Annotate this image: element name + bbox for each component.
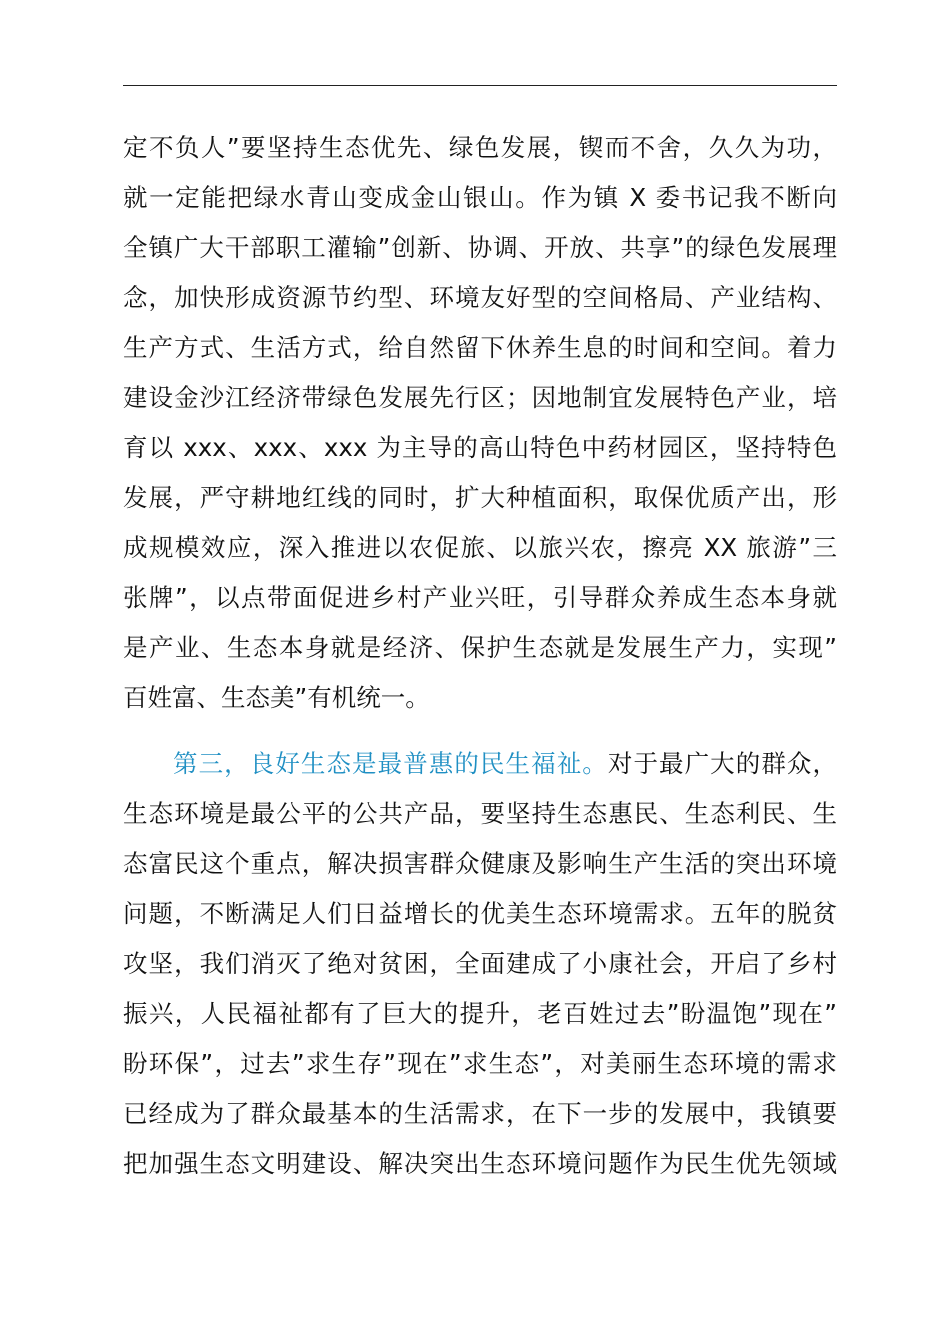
text-line: 生产方式、生活方式，给自然留下休养生息的时间和空间。着力	[123, 333, 837, 362]
paragraph-2	[123, 739, 837, 1189]
text-line: 把加强生态文明建设、解决突出生态环境问题作为民生优先领域	[123, 1149, 837, 1178]
text-line: 念，加快形成资源节约型、环境友好型的空间格局、产业结构、	[123, 283, 837, 312]
text-line: 百姓富、生态美”有机统一。	[123, 683, 430, 712]
header-rule	[123, 85, 837, 86]
text-line: 已经成为了群众最基本的生活需求，在下一步的发展中，我镇要	[123, 1099, 837, 1128]
text-line: 成规模效应，深入推进以农促旅、以旅兴农，擦亮 XX 旅游”三	[123, 533, 837, 562]
paragraph-1	[123, 123, 837, 723]
document-body	[123, 123, 837, 1189]
text-line: 是产业、生态本身就是经济、保护生态就是发展生产力，实现”	[123, 633, 837, 662]
text-line: 发展，严守耕地红线的同时，扩大种植面积，取保优质产出，形	[123, 483, 837, 512]
text-line: 全镇广大干部职工灌输”创新、协调、开放、共享”的绿色发展理	[123, 233, 837, 262]
text-line: 就一定能把绿水青山变成金山银山。作为镇 X 委书记我不断向	[123, 183, 837, 212]
section-heading: 第三，良好生态是最普惠的民生福祉。	[173, 749, 608, 778]
text-line: 振兴，人民福祉都有了巨大的提升，老百姓过去”盼温饱”现在”	[123, 999, 837, 1028]
text-run: 对于最广大的群众，	[607, 749, 837, 778]
text-line: 育以 xxx、xxx、xxx 为主导的高山特色中药材园区，坚持特色	[123, 433, 837, 462]
text-line: 定不负人”要坚持生态优先、绿色发展，锲而不舍，久久为功，	[123, 133, 837, 162]
text-line: 生态环境是最公平的公共产品，要坚持生态惠民、生态利民、生	[123, 799, 837, 828]
paragraph-spacer	[123, 723, 837, 739]
text-line: 态富民这个重点，解决损害群众健康及影响生产生活的突出环境	[123, 849, 837, 878]
text-line: 盼环保”，过去”求生存”现在”求生态”，对美丽生态环境的需求	[123, 1049, 837, 1078]
text-line: 张牌”，以点带面促进乡村产业兴旺，引导群众养成生态本身就	[123, 583, 837, 612]
text-line: 问题，不断满足人们日益增长的优美生态环境需求。五年的脱贫	[123, 899, 837, 928]
text-line: 攻坚，我们消灭了绝对贫困，全面建成了小康社会，开启了乡村	[123, 949, 837, 978]
paragraph-2-first-line	[123, 739, 837, 789]
text-line: 建设金沙江经济带绿色发展先行区；因地制宜发展特色产业，培	[123, 383, 837, 412]
